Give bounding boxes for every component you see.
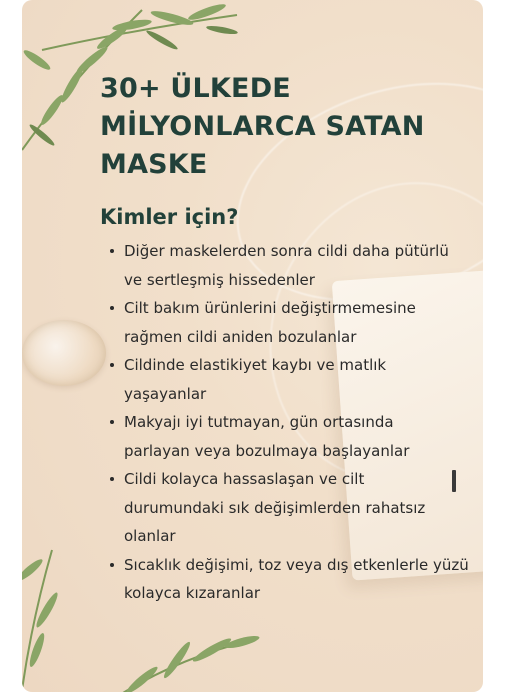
list-item-line: yaşayanlar bbox=[124, 384, 207, 403]
list-item-line: Cildinde elastikiyet kaybı ve matlık bbox=[124, 356, 387, 374]
list-item bbox=[110, 465, 480, 551]
list-item bbox=[110, 408, 480, 465]
list-item-line: Makyajı iyi tutmayan, gün ortasında bbox=[124, 413, 394, 431]
list-item-line: Diğer maskelerden sonra cildi daha pütürlü bbox=[124, 242, 449, 260]
list-item bbox=[110, 551, 480, 608]
list-item bbox=[110, 294, 480, 351]
product-info-card bbox=[22, 0, 483, 692]
section-title: Kimler için? bbox=[100, 205, 239, 229]
list-item-line: ve sertleşmiş hissedenler bbox=[124, 270, 315, 289]
list-item-line: durumundaki sık değişimlerden rahatsız bbox=[124, 498, 426, 517]
list-item-line: olanlar bbox=[124, 527, 176, 545]
target-audience-list bbox=[110, 237, 480, 608]
list-item-line: Cilt bakım ürünlerini değiştirmemesine bbox=[124, 299, 416, 317]
list-item-line: parlayan veya bozulmaya başlayanlar bbox=[124, 441, 410, 460]
list-item-line: kolayca kızaranlar bbox=[124, 584, 261, 602]
list-item-line: rağmen cildi aniden bozulanlar bbox=[124, 327, 357, 346]
gel-droplet-image bbox=[22, 320, 106, 386]
list-item-line: Sıcaklık değişimi, toz veya dış etkenlerle yüzü bbox=[124, 555, 469, 574]
list-item-line: Cildi kolayca hassaslaşan ve cilt bbox=[124, 470, 365, 488]
headline bbox=[100, 70, 460, 184]
headline-line: MASKE bbox=[100, 149, 208, 180]
headline-line: 30+ ÜLKEDE bbox=[100, 73, 291, 104]
list-item bbox=[110, 351, 480, 408]
headline-line: MİLYONLARCA SATAN bbox=[100, 111, 425, 142]
list-item bbox=[110, 237, 480, 294]
